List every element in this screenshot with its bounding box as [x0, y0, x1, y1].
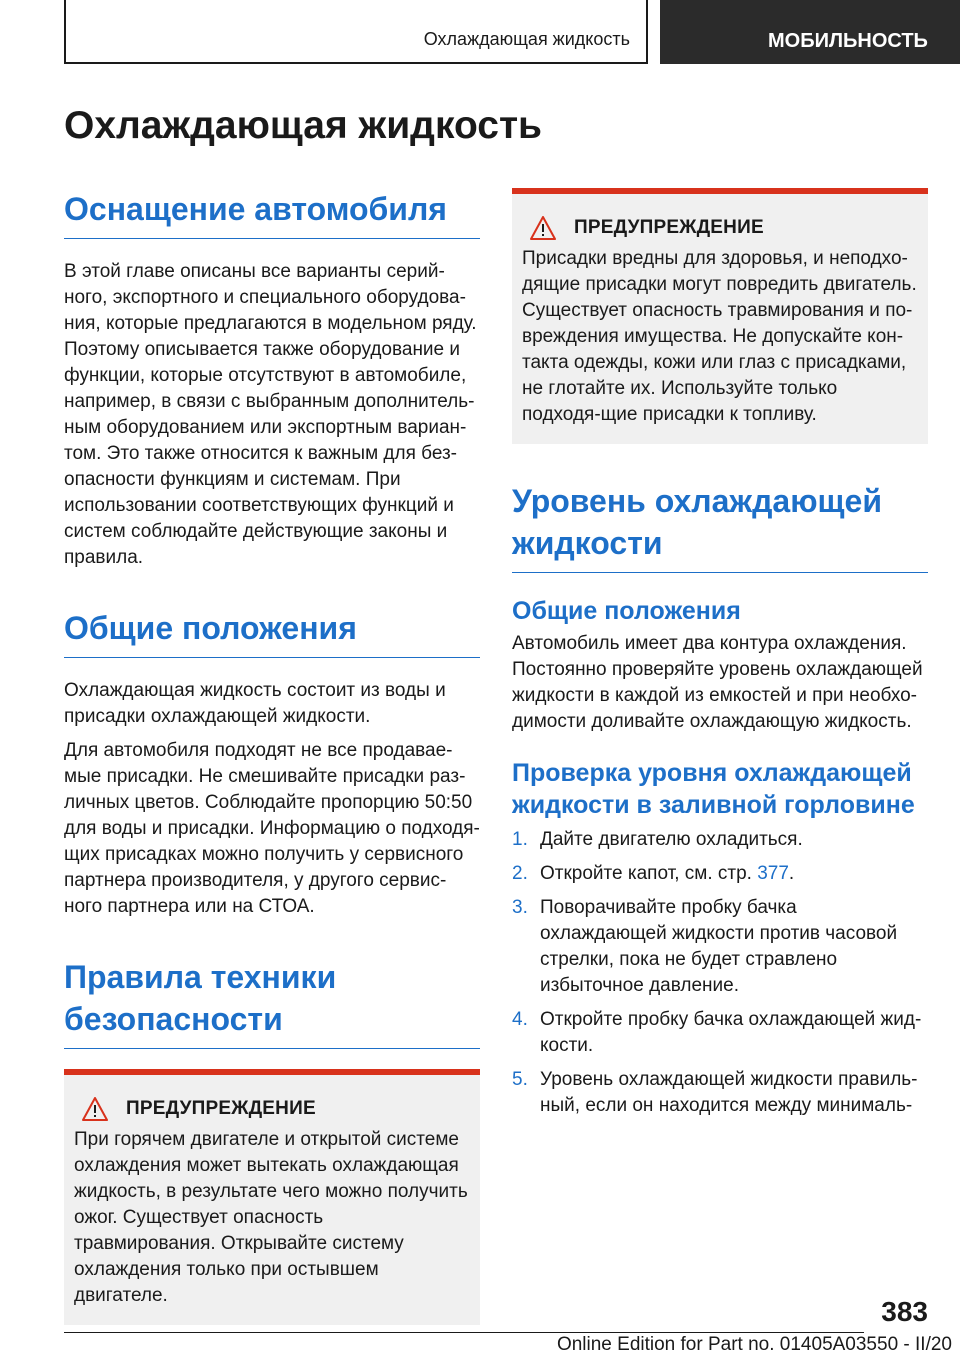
step-item: [512, 1067, 928, 1119]
step-item: [512, 1007, 928, 1059]
step-text: Откройте капот, см. стр.: [540, 863, 758, 884]
general-paragraph-1: Охлаждающая жидкость состоит из воды и присадки охлаждающей жидкости.: [64, 680, 446, 727]
warning-box: [64, 1069, 480, 1325]
step-text: Уровень охлаждающей жидкости правиль-ный, если он находится между минималь-: [540, 1069, 918, 1116]
step-item: [512, 895, 928, 999]
step-number: 5.: [512, 1069, 528, 1090]
chapter-tab: МОБИЛЬНОСТЬ: [660, 0, 960, 64]
page-number: 383: [881, 1296, 928, 1327]
equipment-heading: Оснащение автомобиля: [64, 188, 480, 239]
step-number: 1.: [512, 829, 528, 850]
warning-triangle-icon: [82, 1097, 108, 1121]
general-heading: Общие положения: [64, 607, 480, 658]
level-general-text: Автомобиль имеет два контура охлаждения. Постоянно проверяйте уровень охлаждающей жидкости в каждой из емкостей и при необхо-димости доливайте охлаждающую жидкость.: [512, 633, 923, 732]
step-number: 4.: [512, 1009, 528, 1030]
step-number: 2.: [512, 863, 528, 884]
header-section-label: Охлаждающая жидкость: [423, 29, 630, 49]
warning-box: [512, 188, 928, 444]
coolant-level-heading: Уровень охлаждающей жидкости: [512, 480, 928, 573]
general-paragraph-2: Для автомобиля подходят не все продавае-мые присадки. Не смешивайте присадки раз-личных цветов. Соблюдайте пропорцию 50:50 для воды и присадки. Информацию о подходя-щих присадках можно получить у сервисного партнера производителя, у другого сервис-ного партнера или на СТОА.: [64, 740, 480, 917]
check-steps-list: [512, 827, 928, 1119]
step-text-tail: .: [788, 863, 795, 884]
page-reference-link[interactable]: 377: [757, 863, 789, 884]
footer-divider: [64, 1332, 864, 1333]
left-column: [64, 188, 480, 1325]
equipment-text: В этой главе описаны все варианты серий-ного, экспортного и специального оборудова-ния, которые предлагаются в модельном ряду. Поэтому описывается также оборудование и функции, которые отсутствуют в автомобиле, например, в связи с выбранным дополнитель-ным оборудованием или экспортным вариан-том. Это также относится к важным для без-опасности функциям и системам. При использовании соответствующих функций и систем соблюдайте действующие законы и правила.: [64, 261, 477, 568]
warning-title: ПРЕДУПРЕЖДЕНИЕ: [126, 1098, 316, 1119]
footer-edition: Online Edition for Part no. 01405A03550 - II/20: [556, 1334, 952, 1355]
warning-title: ПРЕДУПРЕЖДЕНИЕ: [574, 217, 764, 238]
warning-triangle-icon: [530, 216, 556, 240]
step-text: Дайте двигателю охладиться.: [540, 829, 803, 850]
header-section-box: [64, 0, 648, 64]
step-text: Откройте пробку бачка охлаждающей жид-кости.: [540, 1009, 922, 1056]
page-title: Охлаждающая жидкость: [64, 104, 543, 147]
step-item: [512, 861, 928, 887]
step-text: Поворачивайте пробку бачка охлаждающей жидкости против часовой стрелки, пока не будет стравлено избыточное давление.: [540, 897, 898, 996]
check-level-subheading: Проверка уровня охлаждающей жидкости в заливной горловине: [512, 759, 915, 819]
step-text-with-link: [540, 861, 928, 887]
step-item: [512, 827, 928, 853]
step-number: 3.: [512, 897, 528, 918]
warning-text: Присадки вредны для здоровья, и неподхо-дящие присадки могут повредить двигатель. Существует опасность травмирования и по-вреждения имущества. Не допускайте кон-такта одежды, кожи или глаз с присадками, не глотайте их. Используйте только подходя-щие присадки к топливу.: [522, 248, 917, 425]
level-general-subheading: Общие положения: [512, 597, 741, 625]
warning-text: При горячем двигателе и открытой системе охлаждения может вытекать охлаждающая жидкость, в результате чего можно получить ожог. Существует опасность травмирования. Открывайте систему охлаждения только при остывшем двигателе.: [74, 1129, 468, 1306]
warning-header: [522, 216, 918, 240]
warning-header: [74, 1097, 470, 1121]
safety-heading: Правила техники безопасности: [64, 956, 480, 1049]
right-column: [512, 188, 928, 1127]
